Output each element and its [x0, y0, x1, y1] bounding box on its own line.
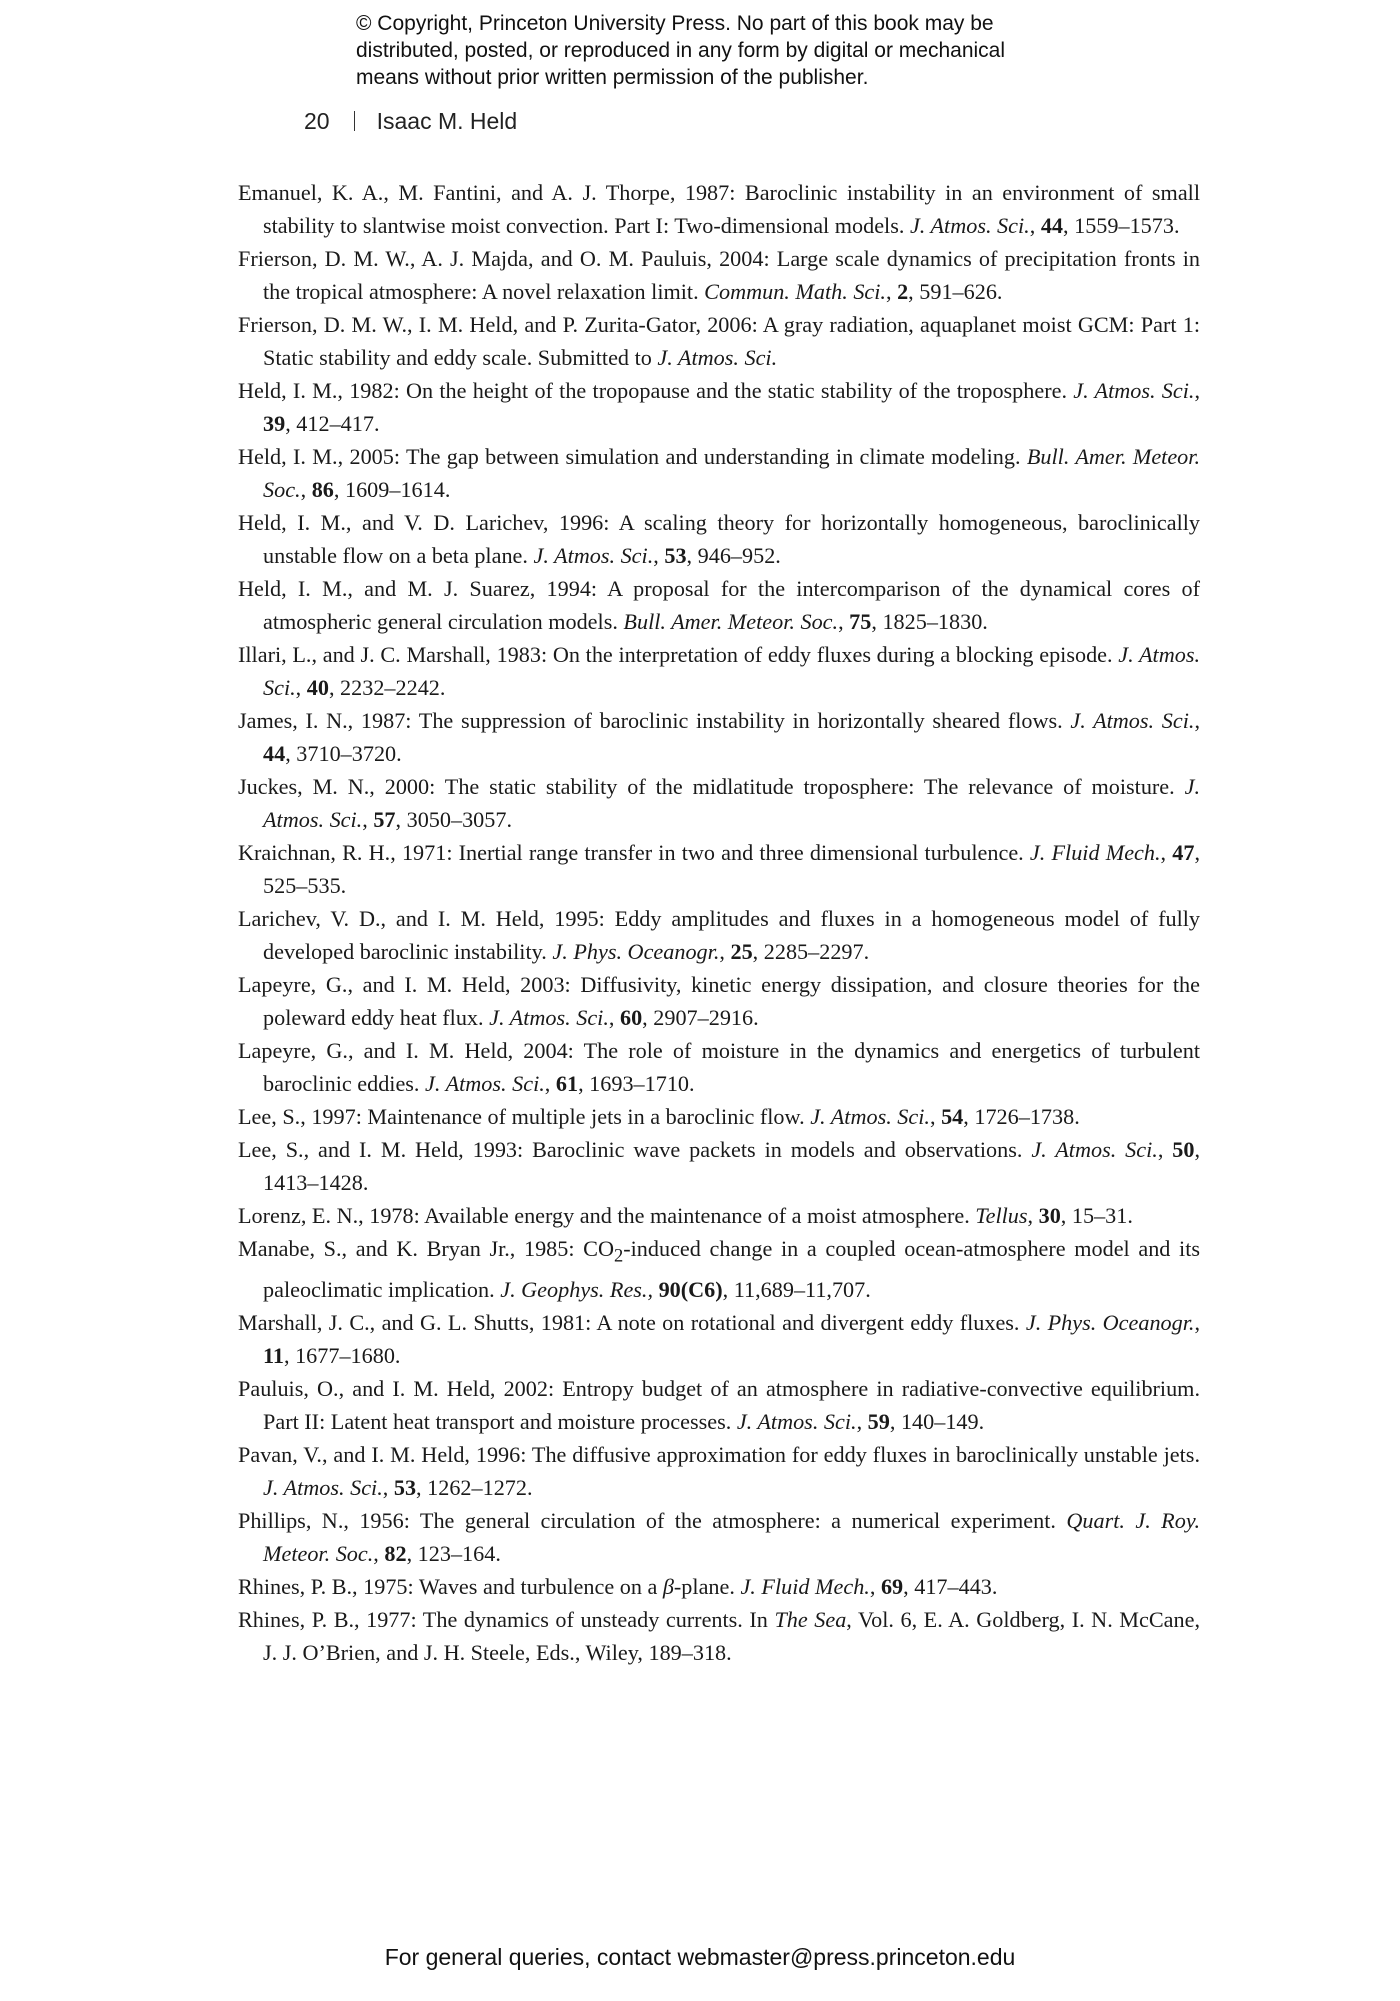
reference-text: Manabe, S., and K. Bryan Jr., 1985: CO [238, 1236, 614, 1261]
reference-pages: , 15–31. [1060, 1203, 1133, 1228]
reference-journal: J. Atmos. Sci. [810, 1104, 930, 1129]
reference-volume: 54 [941, 1104, 964, 1129]
reference-text: -plane. [673, 1574, 735, 1600]
reference-text: Lapeyre, G., and I. M. Held, 2003: Diffusivity, kinetic energy dissipation, and closure theories for the poleward eddy heat flux. [238, 972, 1200, 1030]
reference-volume: 44 [1040, 213, 1063, 238]
reference-entry: James, I. N., 1987: The suppression of baroclinic instability in horizontally sheared flows. J. Atmos. Sci., 44, 3710–3720. [238, 708, 1200, 766]
reference-text: Frierson, D. M. W., A. J. Majda, and O. M. Pauluis, 2004: Large scale dynamics of precipitation fronts in the tropical atmosphere: A novel relaxation limit. [238, 246, 1200, 304]
reference-journal: J. Atmos. Sci. [533, 543, 654, 568]
reference-entry: Rhines, P. B., 1975: Waves and turbulence on a β-plane. J. Fluid Mech., 69, 417–443. [238, 1574, 998, 1600]
reference-text: Pauluis, O., and I. M. Held, 2002: Entropy budget of an atmosphere in radiative-convective equilibrium. Part II: Latent heat transport and moisture processes. [238, 1376, 1200, 1435]
reference-volume: 39 [263, 411, 286, 436]
reference-entry: Emanuel, K. A., M. Fantini, and A. J. Thorpe, 1987: Baroclinic instability in an environment of small stability to slantwise moist convection. Part I: Two-dimensional models. J. Atmos. Sci., 44, 1559–1573. [238, 180, 1200, 238]
reference-journal: Tellus [975, 1203, 1028, 1228]
reference-entry [238, 1232, 1200, 1306]
reference-pages: , 417–443. [903, 1574, 998, 1600]
reference-text: Pavan, V., and I. M. Held, 1996: The diffusive approximation for eddy fluxes in baroclinically unstable jets. [238, 1442, 1200, 1468]
reference-journal: J. Atmos. Sci. [909, 213, 1030, 238]
reference-text: Held, I. M., 2005: The gap between simulation and understanding in climate modeling. [238, 444, 1021, 469]
reference-text: Emanuel, K. A., M. Fantini, and A. J. Thorpe, 1987: Baroclinic instability in an environment of small stability to slantwise moist convection. Part I: Two-dimensional models. [238, 180, 1200, 238]
reference-pages: , 140–149. [889, 1409, 985, 1435]
reference-pages: , 123–164. [406, 1541, 501, 1567]
reference-journal: J. Atmos. Sci. [1031, 1137, 1158, 1162]
reference-pages: , 1559–1573. [1063, 213, 1180, 238]
reference-journal: Commun. Math. Sci. [704, 279, 886, 304]
reference-journal: J. Atmos. Sci. [263, 1475, 383, 1501]
reference-journal: J. Atmos. Sci. [263, 774, 1201, 832]
reference-entry: Held, I. M., 2005: The gap between simulation and understanding in climate modeling. Bull. Amer. Meteor. Soc., 86, 1609–1614. [238, 444, 1200, 502]
reference-pages: , 1609–1614. [333, 477, 451, 502]
reference-entry: Juckes, M. N., 2000: The static stability of the midlatitude troposphere: The relevance of moisture. J. Atmos. Sci., 57, 3050–3057. [238, 774, 1201, 832]
reference-pages: , 1825–1830. [871, 609, 988, 634]
reference-journal: J. Fluid Mech. [1029, 840, 1161, 865]
reference-symbol: β [662, 1574, 674, 1600]
reference-entry [238, 1603, 1200, 1669]
reference-entry: Lee, S., and I. M. Held, 1993: Baroclinic wave packets in models and observations. J. Atmos. Sci., 50, 1413–1428. [238, 1137, 1201, 1195]
reference-entry: Lorenz, E. N., 1978: Available energy and the maintenance of a moist atmosphere. Tellus, 30, 15–31. [238, 1203, 1133, 1228]
reference-journal: J. Atmos. Sci. [1073, 378, 1195, 403]
reference-pages: , 1677–1680. [283, 1343, 401, 1369]
reference-text: Held, I. M., 1982: On the height of the tropopause and the static stability of the troposphere. [238, 378, 1068, 403]
reference-volume: 60 [619, 1005, 643, 1030]
reference-entry: Held, I. M., and V. D. Larichev, 1996: A scaling theory for horizontally homogeneous, baroclinically unstable flow on a beta plane. J. Atmos. Sci., 53, 946–952. [238, 510, 1200, 568]
reference-volume: 50 [1172, 1137, 1195, 1162]
reference-journal: J. Atmos. Sci. [1070, 708, 1195, 733]
reference-journal: J. Atmos. Sci. [489, 1005, 609, 1030]
reference-entry: Pauluis, O., and I. M. Held, 2002: Entropy budget of an atmosphere in radiative-convective equilibrium. Part II: Latent heat transport and moisture processes. J. Atmos. Sci., 59, 140–149. [238, 1376, 1200, 1435]
reference-volume: 75 [849, 609, 872, 634]
reference-text: Lee, S., and I. M. Held, 1993: Baroclinic wave packets in models and observations. [238, 1137, 1023, 1162]
reference-entry: Kraichnan, R. H., 1971: Inertial range transfer in two and three dimensional turbulence. J. Fluid Mech., 47, 525–535. [238, 840, 1201, 898]
reference-pages: , 1726–1738. [963, 1104, 1080, 1129]
reference-pages: , 11,689–11,707. [722, 1277, 871, 1303]
reference-text: James, I. N., 1987: The suppression of baroclinic instability in horizontally sheared flows. [238, 708, 1063, 733]
reference-volume: 82 [384, 1541, 407, 1567]
reference-journal: J. Atmos. Sci. [736, 1409, 857, 1435]
reference-entry: Held, I. M., 1982: On the height of the tropopause and the static stability of the troposphere. J. Atmos. Sci., 39, 412–417. [238, 378, 1201, 436]
reference-pages: , 3710–3720. [285, 741, 402, 766]
reference-journal: J. Phys. Oceanogr. [1025, 1310, 1195, 1336]
reference-volume: 59 [867, 1409, 890, 1435]
reference-entry: Lee, S., 1997: Maintenance of multiple jets in a baroclinic flow. J. Atmos. Sci., 54, 1726–1738. [238, 1104, 1080, 1129]
reference-text: Rhines, P. B., 1977: The dynamics of unsteady currents. In [238, 1607, 768, 1633]
reference-volume: 40 [306, 675, 329, 700]
reference-volume: 30 [1038, 1203, 1061, 1228]
reference-journal: Bull. Amer. Meteor. Soc. [263, 444, 1200, 502]
copyright-line: distributed, posted, or reproduced in any form by digital or mechanical [356, 39, 1006, 62]
reference-pages: , 3050–3057. [395, 807, 512, 832]
reference-pages: , 2232–2242. [328, 675, 446, 700]
reference-volume: 61 [555, 1071, 579, 1096]
reference-volume: 44 [263, 741, 286, 766]
page-number: 20 [304, 108, 330, 134]
reference-pages: , 1413–1428. [263, 1137, 1201, 1195]
reference-volume: 25 [730, 939, 753, 964]
reference-volume: 11 [263, 1343, 284, 1369]
reference-pages: , 1262–1272. [416, 1475, 533, 1501]
reference-pages: , 946–952. [686, 543, 781, 568]
reference-journal: Bull. Amer. Meteor. Soc. [623, 609, 839, 634]
reference-subscript: 2 [614, 1246, 624, 1267]
reference-pages: , Vol. 6, E. A. Goldberg, I. N. McCane, J. J. O’Brien, and J. H. Steele, Eds., Wiley, 189–318. [263, 1607, 1200, 1666]
reference-entry: Pavan, V., and I. M. Held, 1996: The diffusive approximation for eddy fluxes in baroclinically unstable jets. J. Atmos. Sci., 53, 1262–1272. [238, 1442, 1200, 1501]
reference-journal: The Sea [774, 1607, 847, 1633]
reference-text: Frierson, D. M. W., I. M. Held, and P. Zurita-Gator, 2006: A gray radiation, aquaplanet moist GCM: Part 1: Static stability and eddy scale. Submitted to [238, 312, 1200, 370]
reference-list [238, 176, 1200, 1669]
copyright-line: © Copyright, Princeton University Press. No part of this book may be [356, 12, 994, 35]
footer-contact: For general queries, contact webmaster@press.princeton.edu [384, 1944, 1016, 1970]
reference-entry: Held, I. M., and M. J. Suarez, 1994: A proposal for the intercomparison of the dynamical cores of atmospheric general circulation models. Bull. Amer. Meteor. Soc., 75, 1825–1830. [238, 576, 1200, 634]
reference-entry: Illari, L., and J. C. Marshall, 1983: On the interpretation of eddy fluxes during a blocking episode. J. Atmos. Sci., 40, 2232–2242. [238, 642, 1201, 700]
reference-volume: 53 [393, 1475, 417, 1501]
reference-entry: Lapeyre, G., and I. M. Held, 2003: Diffusivity, kinetic energy dissipation, and closure theories for the poleward eddy heat flux. J. Atmos. Sci., 60, 2907–2916. [238, 972, 1200, 1030]
reference-pages: , 2285–2297. [752, 939, 870, 964]
reference-text: Phillips, N., 1956: The general circulation of the atmosphere: a numerical experiment. [238, 1508, 1056, 1534]
reference-volume: 57 [373, 807, 396, 832]
author-name: Isaac M. Held [376, 108, 518, 134]
reference-text: Kraichnan, R. H., 1971: Inertial range transfer in two and three dimensional turbulence. [238, 840, 1024, 865]
reference-entry [238, 308, 1200, 374]
reference-entry: Frierson, D. M. W., A. J. Majda, and O. M. Pauluis, 2004: Large scale dynamics of precipitation fronts in the tropical atmosphere: A novel relaxation limit. Commun. Math. Sci., 2, 591–626. [238, 246, 1200, 304]
copyright-line: means without prior written permission of the publisher. [356, 66, 869, 89]
reference-volume: 86 [311, 477, 334, 502]
reference-text: Lorenz, E. N., 1978: Available energy and the maintenance of a moist atmosphere. [238, 1203, 970, 1228]
reference-pages: , 1693–1710. [578, 1071, 695, 1096]
reference-text: Marshall, J. C., and G. L. Shutts, 1981: A note on rotational and divergent eddy fluxes. [238, 1310, 1020, 1336]
header-divider [354, 111, 355, 131]
reference-volume: 53 [664, 543, 687, 568]
reference-text: Larichev, V. D., and I. M. Held, 1995: Eddy amplitudes and fluxes in a homogeneous model of fully developed baroclinic instability. [238, 906, 1200, 964]
reference-journal: Quart. J. Roy. Meteor. Soc. [263, 1508, 1201, 1567]
reference-entry: Lapeyre, G., and I. M. Held, 2004: The role of moisture in the dynamics and energetics of turbulent baroclinic eddies. J. Atmos. Sci., 61, 1693–1710. [238, 1038, 1200, 1096]
reference-entry: Phillips, N., 1956: The general circulation of the atmosphere: a numerical experiment. Quart. J. Roy. Meteor. Soc., 82, 123–164. [238, 1508, 1201, 1567]
reference-pages: , 525–535. [263, 840, 1201, 898]
reference-text: Lee, S., 1997: Maintenance of multiple jets in a baroclinic flow. [238, 1104, 805, 1129]
reference-journal: J. Atmos. Sci. [425, 1071, 545, 1096]
reference-journal: J. Atmos. Sci. [263, 642, 1201, 700]
reference-journal: J. Atmos. Sci. [657, 345, 778, 370]
reference-journal: J. Geophys. Res., [500, 1277, 654, 1303]
reference-entry: Marshall, J. C., and G. L. Shutts, 1981: A note on rotational and divergent eddy fluxes. J. Phys. Oceanogr., 11, 1677–1680. [238, 1310, 1201, 1369]
reference-journal: J. Phys. Oceanogr. [552, 939, 720, 964]
reference-journal: J. Fluid Mech. [740, 1574, 870, 1600]
reference-entry: Larichev, V. D., and I. M. Held, 1995: Eddy amplitudes and fluxes in a homogeneous model of fully developed baroclinic instability. J. Phys. Oceanogr., 25, 2285–2297. [238, 906, 1200, 964]
reference-volume: 47 [1172, 840, 1195, 865]
reference-text: -induced change in a coupled ocean-atmosphere model and its paleoclimatic implication. [263, 1236, 1200, 1303]
reference-volume: 90(C6) [658, 1277, 723, 1303]
reference-pages: , 2907–2916. [642, 1005, 759, 1030]
reference-volume: 2 [897, 279, 909, 304]
reference-text: Lapeyre, G., and I. M. Held, 2004: The role of moisture in the dynamics and energetics of turbulent baroclinic eddies. [238, 1038, 1200, 1096]
reference-text: Held, I. M., and V. D. Larichev, 1996: A scaling theory for horizontally homogeneous, baroclinically unstable flow on a beta plane. [238, 510, 1200, 568]
reference-text: Rhines, P. B., 1975: Waves and turbulence on a [238, 1574, 663, 1600]
reference-pages: , 591–626. [908, 279, 1003, 304]
copyright-notice [356, 10, 1076, 91]
reference-volume: 69 [880, 1574, 904, 1600]
reference-text: Juckes, M. N., 2000: The static stability of the midlatitude troposphere: The relevance of moisture. [238, 774, 1175, 799]
reference-text: Held, I. M., and M. J. Suarez, 1994: A proposal for the intercomparison of the dynamical cores of atmospheric general circulation models. [238, 576, 1200, 634]
reference-pages: , 412–417. [285, 411, 380, 436]
reference-text: Illari, L., and J. C. Marshall, 1983: On the interpretation of eddy fluxes during a blocking episode. [238, 642, 1113, 667]
running-head [304, 108, 517, 135]
